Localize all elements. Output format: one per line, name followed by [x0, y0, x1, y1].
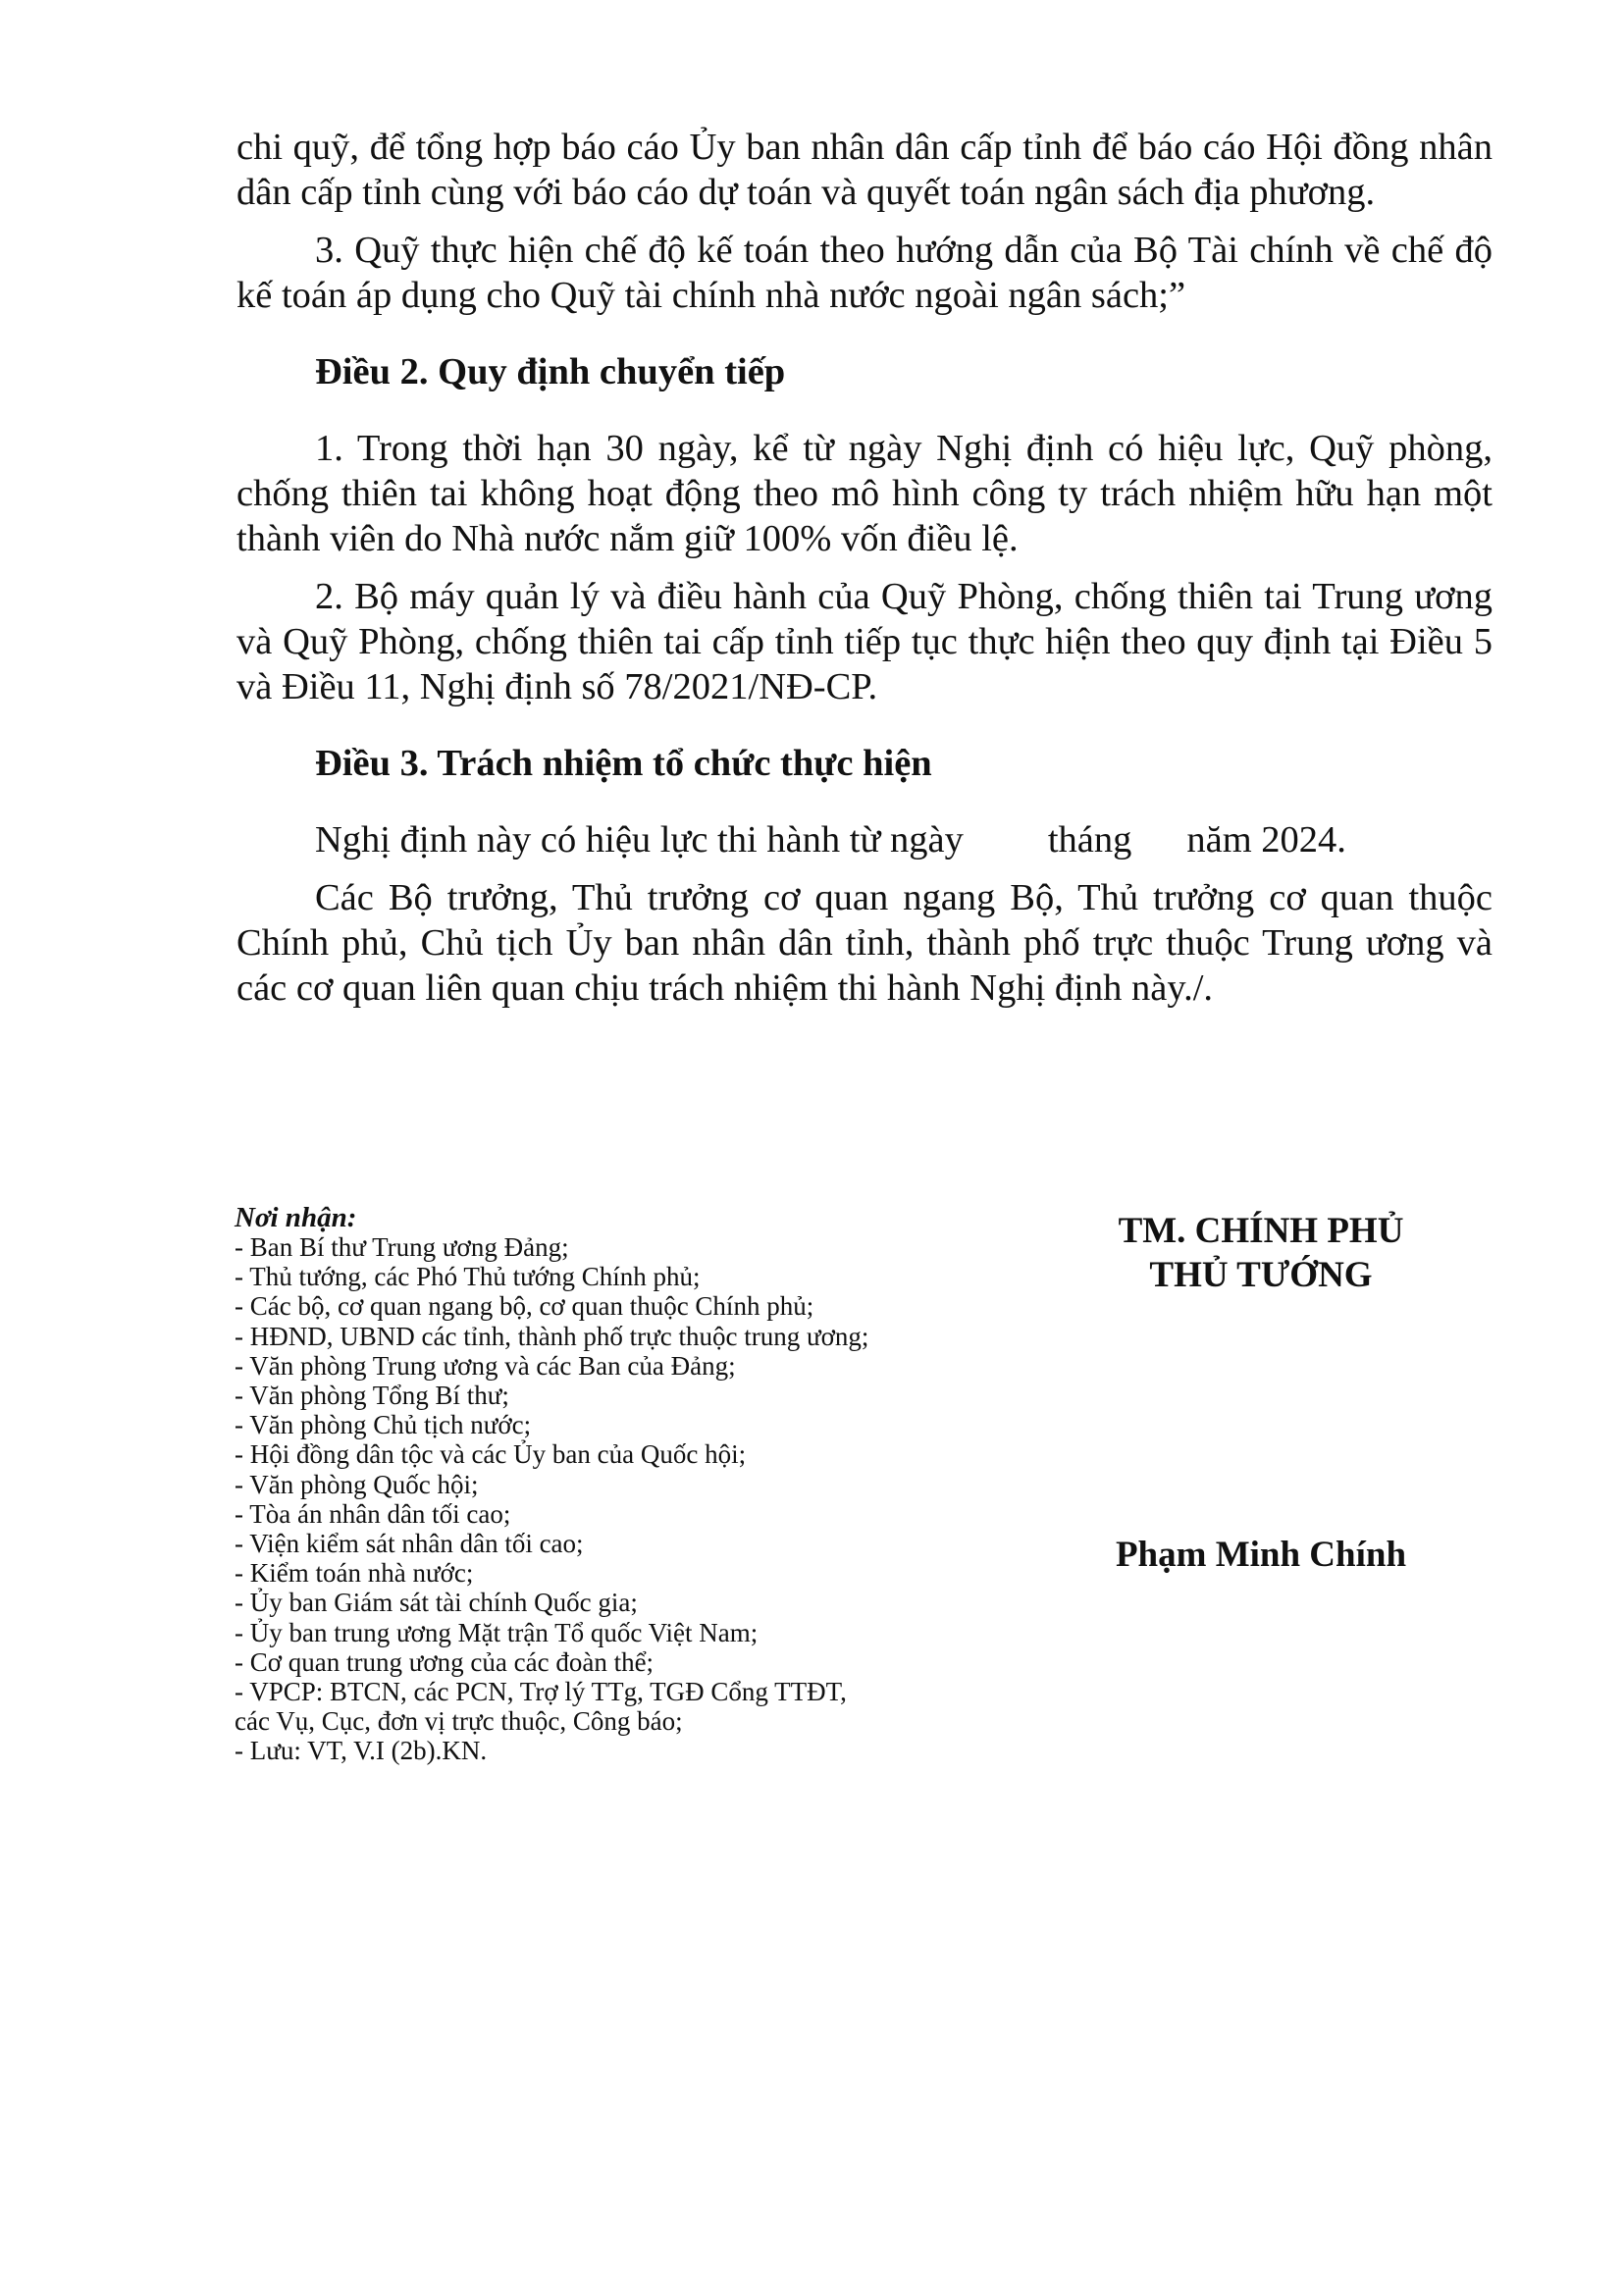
- signature-org: TM. CHÍNH PHỦ: [1118, 1211, 1404, 1251]
- recipient-item: - VPCP: BTCN, các PCN, Trợ lý TTg, TGĐ Cổng TTĐT,: [235, 1677, 847, 1707]
- recipient-item: - HĐND, UBND các tỉnh, thành phố trực thuộc trung ương;: [235, 1321, 869, 1351]
- paragraph-continuation: chi quỹ, để tổng hợp báo cáo Ủy ban nhân dân cấp tỉnh để báo cáo Hội đồng nhân dân cấp tỉnh cùng với báo cáo dự toán và quyết toán ngân sách địa phương.: [236, 127, 1493, 213]
- effective-date-text-a: Nghị định này có hiệu lực thi hành từ ngày: [315, 819, 964, 861]
- article-3-heading: Điều 3. Trách nhiệm tổ chức thực hiện: [315, 743, 932, 784]
- recipient-item: - Văn phòng Quốc hội;: [235, 1469, 479, 1499]
- recipient-item: - Kiểm toán nhà nước;: [235, 1558, 474, 1589]
- article-3-paragraph-2: Các Bộ trưởng, Thủ trưởng cơ quan ngang Bộ, Thủ trưởng cơ quan thuộc Chính phủ, Chủ tịch Ủy ban nhân dân tỉnh, thành phố trực thuộc Trung ương và các cơ quan liên quan chịu trách nhiệm thi hành Nghị định này./.: [236, 877, 1493, 1009]
- recipient-item: - Ban Bí thư Trung ương Đảng;: [235, 1232, 569, 1262]
- recipient-item: - Ủy ban trung ương Mặt trận Tổ quốc Việt Nam;: [235, 1617, 759, 1647]
- effective-date-text-b: tháng: [1047, 819, 1132, 861]
- recipient-item: - Văn phòng Chủ tịch nước;: [235, 1410, 532, 1440]
- signature-block: [1065, 1209, 1457, 1575]
- recipient-item: - Văn phòng Trung ương và các Ban của Đảng;: [235, 1350, 736, 1381]
- recipient-item: - Ủy ban Giám sát tài chính Quốc gia;: [235, 1588, 638, 1618]
- recipients-list: [235, 1232, 1000, 1766]
- recipient-item: - Văn phòng Tổng Bí thư;: [235, 1381, 509, 1411]
- article-2-paragraph-1: 1. Trong thời hạn 30 ngày, kể từ ngày Nghị định có hiệu lực, Quỹ phòng, chống thiên tai không hoạt động theo mô hình công ty trách nhiệm hữu hạn một thành viên do Nhà nước nắm giữ 100% vốn điều lệ.: [236, 428, 1493, 559]
- document-body: [236, 125, 1493, 1011]
- article-2-heading: Điều 2. Quy định chuyển tiếp: [315, 351, 786, 392]
- article-2-paragraph-2: 2. Bộ máy quản lý và điều hành của Quỹ Phòng, chống thiên tai Trung ương và Quỹ Phòng, chống thiên tai cấp tỉnh tiếp tục thực hiện theo quy định tại Điều 5 và Điều 11, Nghị định số 78/2021/NĐ-CP.: [236, 576, 1493, 707]
- article-3-effective-date: [236, 817, 1493, 862]
- recipient-item: - Các bộ, cơ quan ngang bộ, cơ quan thuộc Chính phủ;: [235, 1291, 814, 1322]
- signer-name: Phạm Minh Chính: [1115, 1535, 1407, 1575]
- recipient-item: các Vụ, Cục, đơn vị trực thuộc, Công báo;: [235, 1706, 683, 1737]
- recipient-item: - Viện kiểm sát nhân dân tối cao;: [235, 1529, 584, 1559]
- recipients-title: Nơi nhận:: [235, 1202, 357, 1233]
- recipient-item: - Tòa án nhân dân tối cao;: [235, 1498, 511, 1529]
- signature-title: THỦ TƯỚNG: [1149, 1255, 1373, 1295]
- recipient-item: - Lưu: VT, V.I (2b).KN.: [235, 1736, 488, 1766]
- recipient-item: - Cơ quan trung ương của các đoàn thể;: [235, 1646, 655, 1677]
- recipient-item: - Hội đồng dân tộc và các Ủy ban của Quốc hội;: [235, 1439, 747, 1470]
- effective-date-text-c: năm 2024.: [1186, 819, 1346, 861]
- recipients-block: [235, 1203, 1000, 1766]
- recipient-item: - Thủ tướng, các Phó Thủ tướng Chính phủ;: [235, 1262, 701, 1292]
- paragraph-item-3: 3. Quỹ thực hiện chế độ kế toán theo hướng dẫn của Bộ Tài chính về chế độ kế toán áp dụng cho Quỹ tài chính nhà nước ngoài ngân sách;”: [236, 230, 1493, 316]
